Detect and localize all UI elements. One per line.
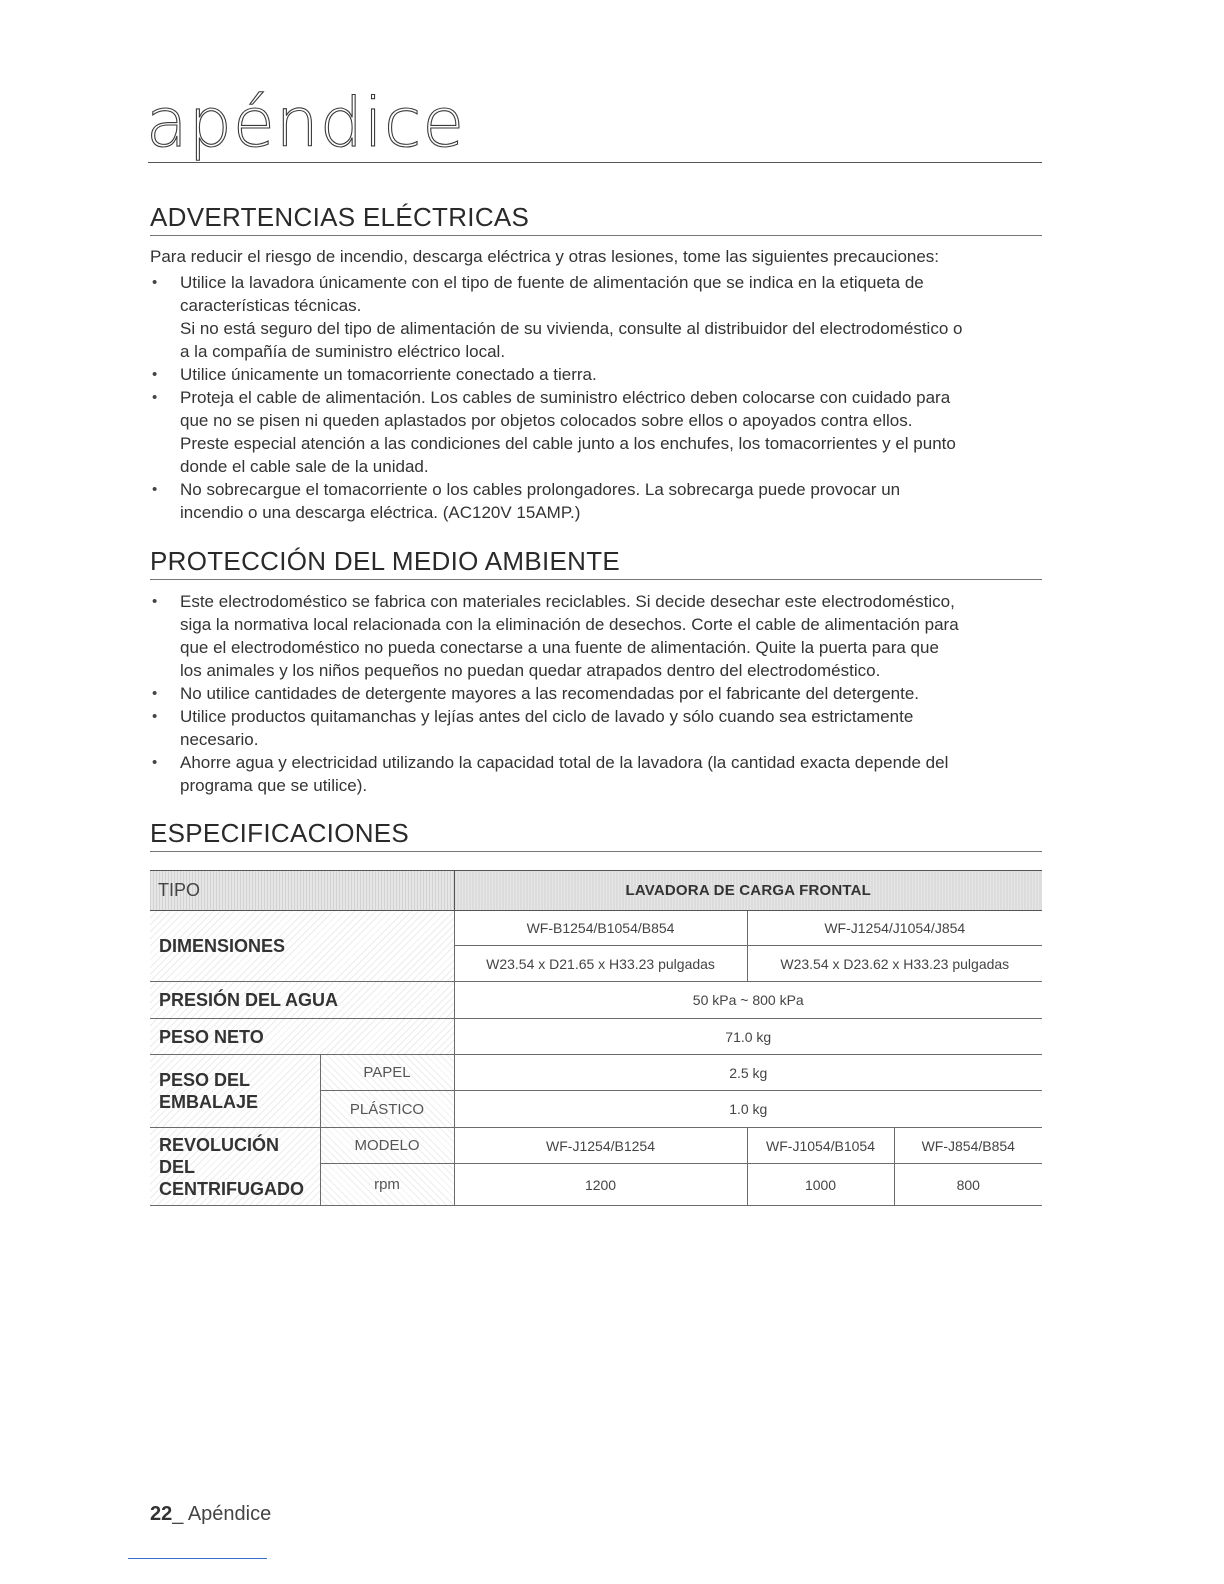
section-heading-specs: ESPECIFICACIONES: [150, 817, 1042, 852]
dimensions-size-b: W23.54 x D21.65 x H33.23 pulgadas: [454, 946, 747, 982]
page-title-text: apéndice: [146, 84, 466, 163]
footer-divider: [128, 1558, 267, 1559]
dimensions-model-j: WF-J1254/J1054/J854: [747, 911, 1042, 946]
plastic-value: 1.0 kg: [454, 1091, 1042, 1128]
page-number: 22: [150, 1503, 173, 1525]
footer-section-name: Apéndice: [187, 1503, 272, 1525]
spin-model-1054: WF-J1054/B1054: [747, 1128, 894, 1164]
specifications-table: [150, 870, 1042, 1206]
spin-speed-label: REVOLUCIÓN DEL CENTRIFUGADO: [150, 1128, 320, 1206]
net-weight-label: PESO NETO: [150, 1019, 454, 1055]
spin-rpm-label: rpm: [320, 1164, 454, 1206]
list-item: • Este electrodoméstico se fabrica con materiales reciclables. Si decide desechar este electrodoméstico, siga la normativa local relacionada con la eliminación de desechos. Corte el cable de alimentación para que el electrodoméstico no pueda conectarse a una fuente de alimentación. Quite la puerta para que los animales y los niños pequeños no puedan quedar atrapados dentro del electrodoméstico.: [150, 590, 1050, 682]
table-row: [150, 1055, 1042, 1091]
packing-weight-label: PESO DEL EMBALAJE: [150, 1055, 320, 1128]
list-item: • Proteja el cable de alimentación. Los cables de suministro eléctrico deben colocarse con cuidado para que no se pisen ni queden aplastados por objetos colocados sobre ellos o apoyados contra ellos. Preste especial atención a las condiciones del cable junto a los enchufes, los tomacorrientes y el punto donde el cable sale de la unidad.: [150, 386, 1050, 478]
electrical-intro: Para reducir el riesgo de incendio, descarga eléctrica y otras lesiones, tome las siguientes precauciones:: [150, 247, 940, 266]
section-heading-environment: PROTECCIÓN DEL MEDIO AMBIENTE: [150, 545, 1042, 580]
water-pressure-label: PRESIÓN DEL AGUA: [150, 982, 454, 1019]
table-row: [150, 1128, 1042, 1164]
table-row: [150, 871, 1042, 911]
list-item: • Utilice la lavadora únicamente con el tipo de fuente de alimentación que se indica en la etiqueta de características técnicas. Si no está seguro del tipo de alimentación de su vivienda, consulte al distribuidor del electrodoméstico o a la compañía de suministro eléctrico local.: [150, 271, 1050, 363]
spin-rpm-1000: 1000: [747, 1164, 894, 1206]
spin-model-1254: WF-J1254/B1254: [454, 1128, 747, 1164]
list-item: • No utilice cantidades de detergente mayores a las recomendadas por el fabricante del detergente.: [150, 682, 1050, 705]
environment-list: [150, 590, 1050, 797]
list-item: • Utilice productos quitamanchas y lejías antes del ciclo de lavado y sólo cuando sea estrictamente necesario.: [150, 705, 1050, 751]
water-pressure-value: 50 kPa ~ 800 kPa: [454, 982, 1042, 1019]
list-item: • No sobrecargue el tomacorriente o los cables prolongadores. La sobrecarga puede provocar un incendio o una descarga eléctrica. (AC120V 15AMP.): [150, 478, 1050, 524]
spin-rpm-800: 800: [894, 1164, 1042, 1206]
footer-separator: _: [172, 1503, 188, 1525]
dimensions-model-b: WF-B1254/B1054/B854: [454, 911, 747, 946]
paper-label: PAPEL: [320, 1055, 454, 1091]
list-item: • Utilice únicamente un tomacorriente conectado a tierra.: [150, 363, 1050, 386]
page-title: [146, 84, 1042, 163]
type-value: LAVADORA DE CARGA FRONTAL: [454, 871, 1042, 911]
net-weight-value: 71.0 kg: [454, 1019, 1042, 1055]
electrical-warnings-list: [150, 271, 1050, 524]
paper-value: 2.5 kg: [454, 1055, 1042, 1091]
list-item: • Ahorre agua y electricidad utilizando la capacidad total de la lavadora (la cantidad exacta depende del programa que se utilice).: [150, 751, 1050, 797]
plastic-label: PLÁSTICO: [320, 1091, 454, 1128]
type-label: TIPO: [150, 871, 454, 911]
dimensions-size-j: W23.54 x D23.62 x H33.23 pulgadas: [747, 946, 1042, 982]
page-footer: [150, 1503, 271, 1526]
spin-model-854: WF-J854/B854: [894, 1128, 1042, 1164]
table-row: [150, 982, 1042, 1019]
dimensions-label: DIMENSIONES: [150, 911, 454, 982]
table-row: [150, 911, 1042, 946]
spin-rpm-1200: 1200: [454, 1164, 747, 1206]
section-heading-electrical: ADVERTENCIAS ELÉCTRICAS: [150, 201, 1042, 236]
spin-model-label: MODELO: [320, 1128, 454, 1164]
table-row: [150, 1019, 1042, 1055]
